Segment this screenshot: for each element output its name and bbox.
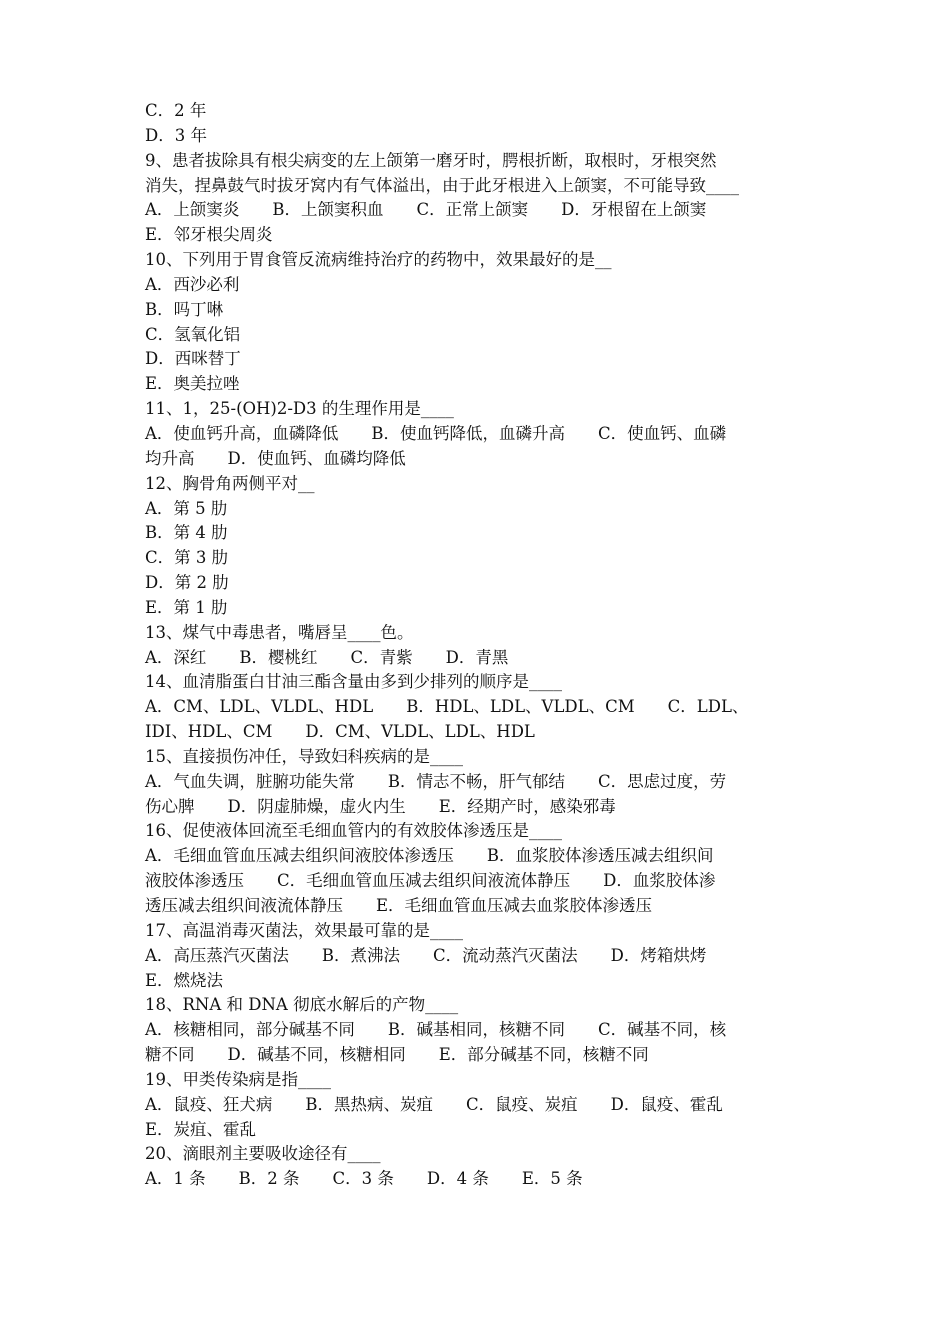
question-15-options: 伤心脾 D．阴虚肺燥，虚火内生 E．经期产时，感染邪毒 — [145, 796, 616, 816]
question-10-option: D．西咪替丁 — [145, 349, 241, 369]
question-10-option: B．吗丁啉 — [145, 299, 224, 319]
question-17-options: A．高压蒸汽灭菌法 B．煮沸法 C．流动蒸汽灭菌法 D．烤箱烘烤 — [145, 945, 707, 965]
question-12-option: E．第 1 肋 — [145, 597, 228, 617]
question-20-stem: 20、滴眼剂主要吸收途径有____ — [145, 1144, 381, 1164]
question-11-options: 均升高 D．使血钙、血磷均降低 — [145, 448, 406, 468]
question-10-stem: 10、下列用于胃食管反流病维持治疗的药物中，效果最好的是__ — [145, 250, 612, 270]
question-12-stem: 12、胸骨角两侧平对__ — [145, 473, 315, 493]
question-19-stem: 19、甲类传染病是指____ — [145, 1069, 331, 1089]
question-18-stem: 18、RNA 和 DNA 彻底水解后的产物____ — [145, 995, 459, 1015]
question-11-stem: 11、1，25-(OH)2-D3 的生理作用是____ — [145, 399, 454, 419]
question-19-options: E．炭疽、霍乱 — [145, 1119, 257, 1139]
text-line: D．3 年 — [145, 125, 207, 145]
question-15-options: A．气血失调，脏腑功能失常 B．情志不畅，肝气郁结 C．思虑过度，劳 — [145, 771, 727, 791]
question-15-stem: 15、直接损伤冲任，导致妇科疾病的是____ — [145, 746, 463, 766]
question-14-stem: 14、血清脂蛋白甘油三酯含量由多到少排列的顺序是____ — [145, 672, 562, 692]
document-page — [145, 99, 810, 1192]
question-18-options: 糖不同 D．碱基不同，核糖相同 E．部分碱基不同，核糖不同 — [145, 1045, 649, 1065]
question-14-options: A．CM、LDL、VLDL、HDL B．HDL、LDL、VLDL、CM C．LDL、 — [145, 697, 749, 717]
question-16-options: A．毛细血管血压减去组织间液胶体渗透压 B．血浆胶体渗透压减去组织间 — [145, 846, 714, 866]
question-9-options: E．邻牙根尖周炎 — [145, 225, 273, 245]
question-9-options: A．上颌窦炎 B．上颌窦积血 C．正常上颌窦 D．牙根留在上颌窦 — [145, 200, 707, 220]
question-13-options: A．深红 B．樱桃红 C．青紫 D．青黑 — [145, 647, 509, 667]
question-9-stem: 9、患者拔除具有根尖病变的左上颌第一磨牙时，腭根折断，取根时，牙根突然 — [145, 150, 717, 170]
question-16-options: 透压减去组织间液流体静压 E．毛细血管血压减去血浆胶体渗透压 — [145, 896, 653, 915]
question-12-option: C．第 3 肋 — [145, 548, 229, 568]
question-16-stem: 16、促使液体回流至毛细血管内的有效胶体渗透压是____ — [145, 821, 562, 841]
question-9-stem: 消失，捏鼻鼓气时拔牙窝内有气体溢出，由于此牙根进入上颌窦，不可能导致____ — [145, 175, 739, 195]
question-18-options: A．核糖相同，部分碱基不同 B．碱基相同，核糖不同 C．碱基不同，核 — [145, 1020, 727, 1040]
question-17-stem: 17、高温消毒灭菌法，效果最可靠的是____ — [145, 920, 463, 940]
question-19-options: A．鼠疫、狂犬病 B．黑热病、炭疽 C．鼠疫、炭疽 D．鼠疫、霍乱 — [145, 1094, 723, 1114]
question-14-options: IDI、HDL、CM D．CM、VLDL、LDL、HDL — [145, 722, 535, 742]
question-10-option: E．奥美拉唑 — [145, 374, 240, 394]
question-12-option: D．第 2 肋 — [145, 573, 229, 593]
question-17-options: E．燃烧法 — [145, 970, 224, 990]
question-13-stem: 13、煤气中毒患者，嘴唇呈____色。 — [145, 622, 414, 642]
text-line: C．2 年 — [145, 101, 207, 120]
question-11-options: A．使血钙升高，血磷降低 B．使血钙降低，血磷升高 C．使血钙、血磷 — [145, 423, 727, 443]
question-10-option: C．氢氧化铝 — [145, 324, 241, 344]
question-12-option: A．第 5 肋 — [145, 498, 228, 518]
question-10-option: A．西沙必利 — [145, 274, 240, 294]
question-20-options: A．1 条 B．2 条 C．3 条 D．4 条 E．5 条 — [145, 1169, 583, 1189]
question-12-option: B．第 4 肋 — [145, 523, 228, 543]
question-16-options: 液胶体渗透压 C．毛细血管血压减去组织间液流体静压 D．血浆胶体渗 — [145, 871, 716, 891]
